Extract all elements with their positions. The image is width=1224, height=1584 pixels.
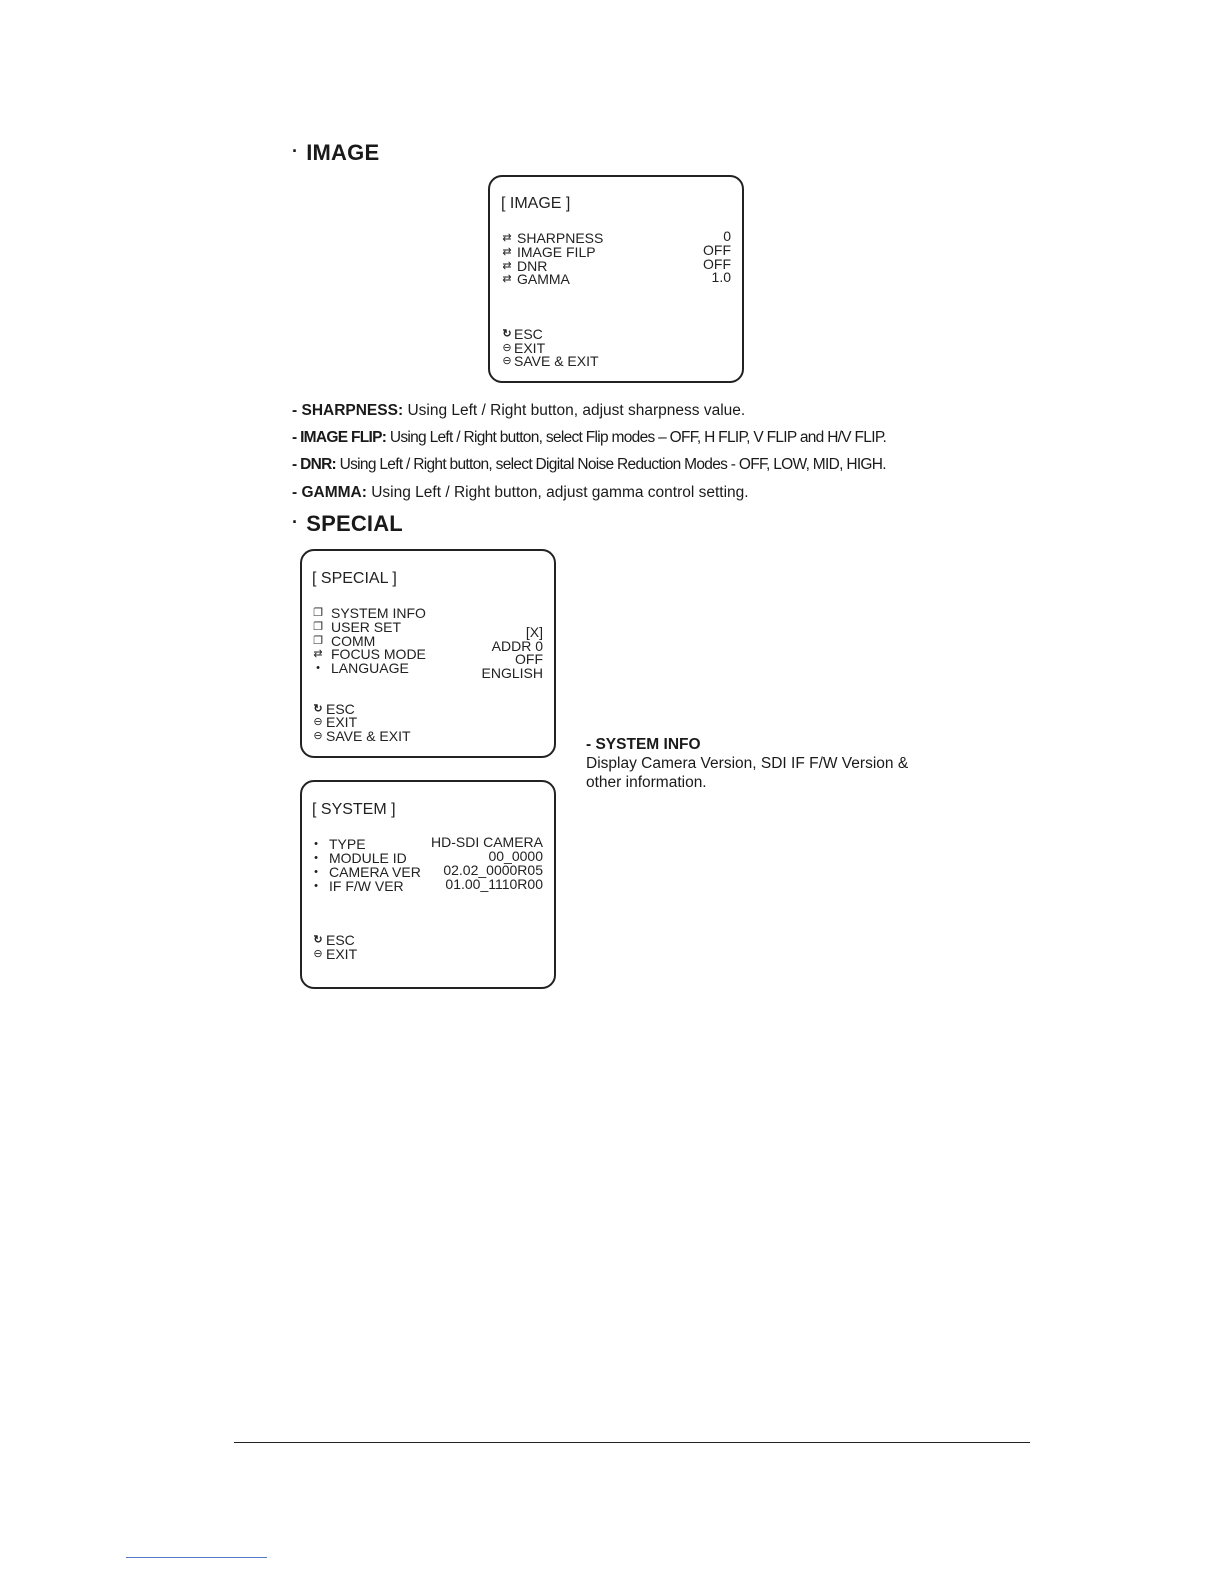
special-heading [292, 511, 403, 537]
osd-footer-label: EXIT [326, 714, 358, 730]
osd-footer-esc[interactable] [490, 327, 742, 341]
bullet-icon: • [314, 866, 318, 878]
arrows-icon: ⇄ [502, 246, 512, 258]
special-osd-title: [ SPECIAL ] [312, 570, 397, 587]
osd-footer-esc[interactable] [302, 933, 554, 947]
osd-value-type: HD-SDI CAMERA [430, 834, 543, 850]
osd-value-module-id: 00_0000 [488, 848, 543, 864]
desc-text: Using Left / Right button, select Digital Noise Reduction Modes - OFF, LOW, MID, HIGH. [339, 456, 886, 473]
enter-icon: ⊖ [313, 730, 323, 742]
osd-item-label: IMAGE FILP [517, 244, 596, 260]
osd-value-focus-mode: OFF [515, 651, 543, 667]
osd-footer-label: SAVE & EXIT [514, 353, 599, 369]
desc-term: DNR: [300, 456, 337, 473]
corner-underline [126, 1557, 267, 1558]
desc-term: IMAGE FLIP: [300, 429, 387, 446]
bullet-icon: • [316, 662, 320, 674]
arrows-icon: ⇄ [502, 232, 512, 244]
desc-prefix: - [292, 429, 297, 446]
osd-item-label: LANGUAGE [331, 660, 409, 676]
desc-term: GAMMA: [301, 484, 367, 501]
osd-value-camera-ver: 02.02_0000R05 [443, 862, 543, 878]
desc-text: Using Left / Right button, adjust gamma control setting. [371, 484, 749, 501]
osd-footer-save-exit[interactable] [302, 729, 554, 743]
osd-footer-label: ESC [326, 701, 355, 717]
desc-dnr [292, 456, 886, 474]
enter-icon: ⊖ [502, 342, 512, 354]
desc-sharpness [292, 402, 745, 420]
osd-item-label: SYSTEM INFO [331, 605, 426, 621]
enter-icon: ⊖ [502, 355, 512, 367]
osd-item-label: CAMERA VER [329, 864, 421, 880]
bullet-icon: • [314, 838, 318, 850]
submenu-icon: ❐ [313, 607, 323, 619]
osd-item-label: DNR [517, 258, 548, 274]
return-icon: ↻ [313, 703, 323, 715]
image-heading [292, 140, 379, 166]
osd-value-dnr: OFF [703, 256, 731, 272]
osd-value-sharpness: 0 [723, 228, 731, 244]
arrows-icon: ⇄ [502, 260, 512, 272]
bullet-icon: • [314, 880, 318, 892]
osd-footer-save-exit[interactable] [490, 354, 742, 368]
special-osd-menu [300, 549, 556, 758]
desc-text: Using Left / Right button, adjust sharpness value. [407, 402, 746, 419]
desc-image-flip [292, 429, 886, 447]
system-osd-title: [ SYSTEM ] [312, 801, 396, 818]
desc-gamma [292, 484, 749, 502]
bullet-icon: • [314, 852, 318, 864]
return-icon: ↻ [313, 934, 323, 946]
osd-value-language: ENGLISH [481, 665, 543, 681]
osd-value-comm: ADDR 0 [491, 638, 543, 654]
osd-item-user-set[interactable] [302, 620, 554, 634]
system-info-title: - SYSTEM INFO [586, 736, 701, 753]
osd-item-label: COMM [331, 633, 376, 649]
arrows-icon: ⇄ [502, 273, 512, 285]
system-info-description [586, 735, 908, 792]
return-icon: ↻ [502, 328, 512, 340]
osd-item-label: FOCUS MODE [331, 646, 426, 662]
image-heading-text: IMAGE [306, 140, 380, 165]
image-osd-title: [ IMAGE ] [501, 195, 571, 212]
image-osd-menu [488, 175, 744, 383]
desc-prefix: - [292, 402, 298, 419]
osd-item-label: SHARPNESS [517, 230, 604, 246]
arrows-icon: ⇄ [313, 648, 323, 660]
osd-item-label: GAMMA [517, 271, 570, 287]
osd-value-user-set: [X] [525, 624, 543, 640]
footer-divider [234, 1442, 1030, 1443]
osd-value-gamma: 1.0 [711, 269, 731, 285]
submenu-icon: ❐ [313, 621, 323, 633]
desc-prefix: - [292, 484, 298, 501]
osd-footer-label: ESC [514, 326, 543, 342]
enter-icon: ⊖ [313, 716, 323, 728]
heading-bullet: · [292, 141, 299, 161]
osd-footer-label: EXIT [326, 946, 358, 962]
osd-item-label: IF F/W VER [329, 878, 404, 894]
desc-term: SHARPNESS: [301, 402, 404, 419]
enter-icon: ⊖ [313, 948, 323, 960]
submenu-icon: ❐ [313, 635, 323, 647]
osd-item-system-info[interactable] [302, 606, 554, 620]
desc-prefix: - [292, 456, 297, 473]
desc-text: Using Left / Right button, select Flip modes – OFF, H FLIP, V FLIP and H/V FLIP. [389, 429, 887, 446]
heading-bullet: · [292, 512, 299, 532]
osd-item-label: TYPE [329, 836, 366, 852]
osd-item-gamma[interactable] [490, 269, 742, 287]
special-heading-text: SPECIAL [306, 511, 403, 536]
osd-item-label: USER SET [331, 619, 402, 635]
osd-footer-exit[interactable] [302, 715, 554, 729]
osd-value-if-fw-ver: 01.00_1110R00 [445, 876, 543, 892]
system-info-line: Display Camera Version, SDI IF F/W Version & [586, 755, 909, 772]
osd-footer-exit[interactable] [302, 947, 554, 961]
osd-value-image-flip: OFF [703, 242, 731, 258]
osd-footer-label: ESC [326, 932, 355, 948]
osd-footer-label: SAVE & EXIT [326, 728, 411, 744]
system-info-line: other information. [586, 774, 707, 791]
osd-item-label: MODULE ID [329, 850, 407, 866]
osd-footer-label: EXIT [514, 340, 546, 356]
system-osd-menu [300, 780, 556, 989]
